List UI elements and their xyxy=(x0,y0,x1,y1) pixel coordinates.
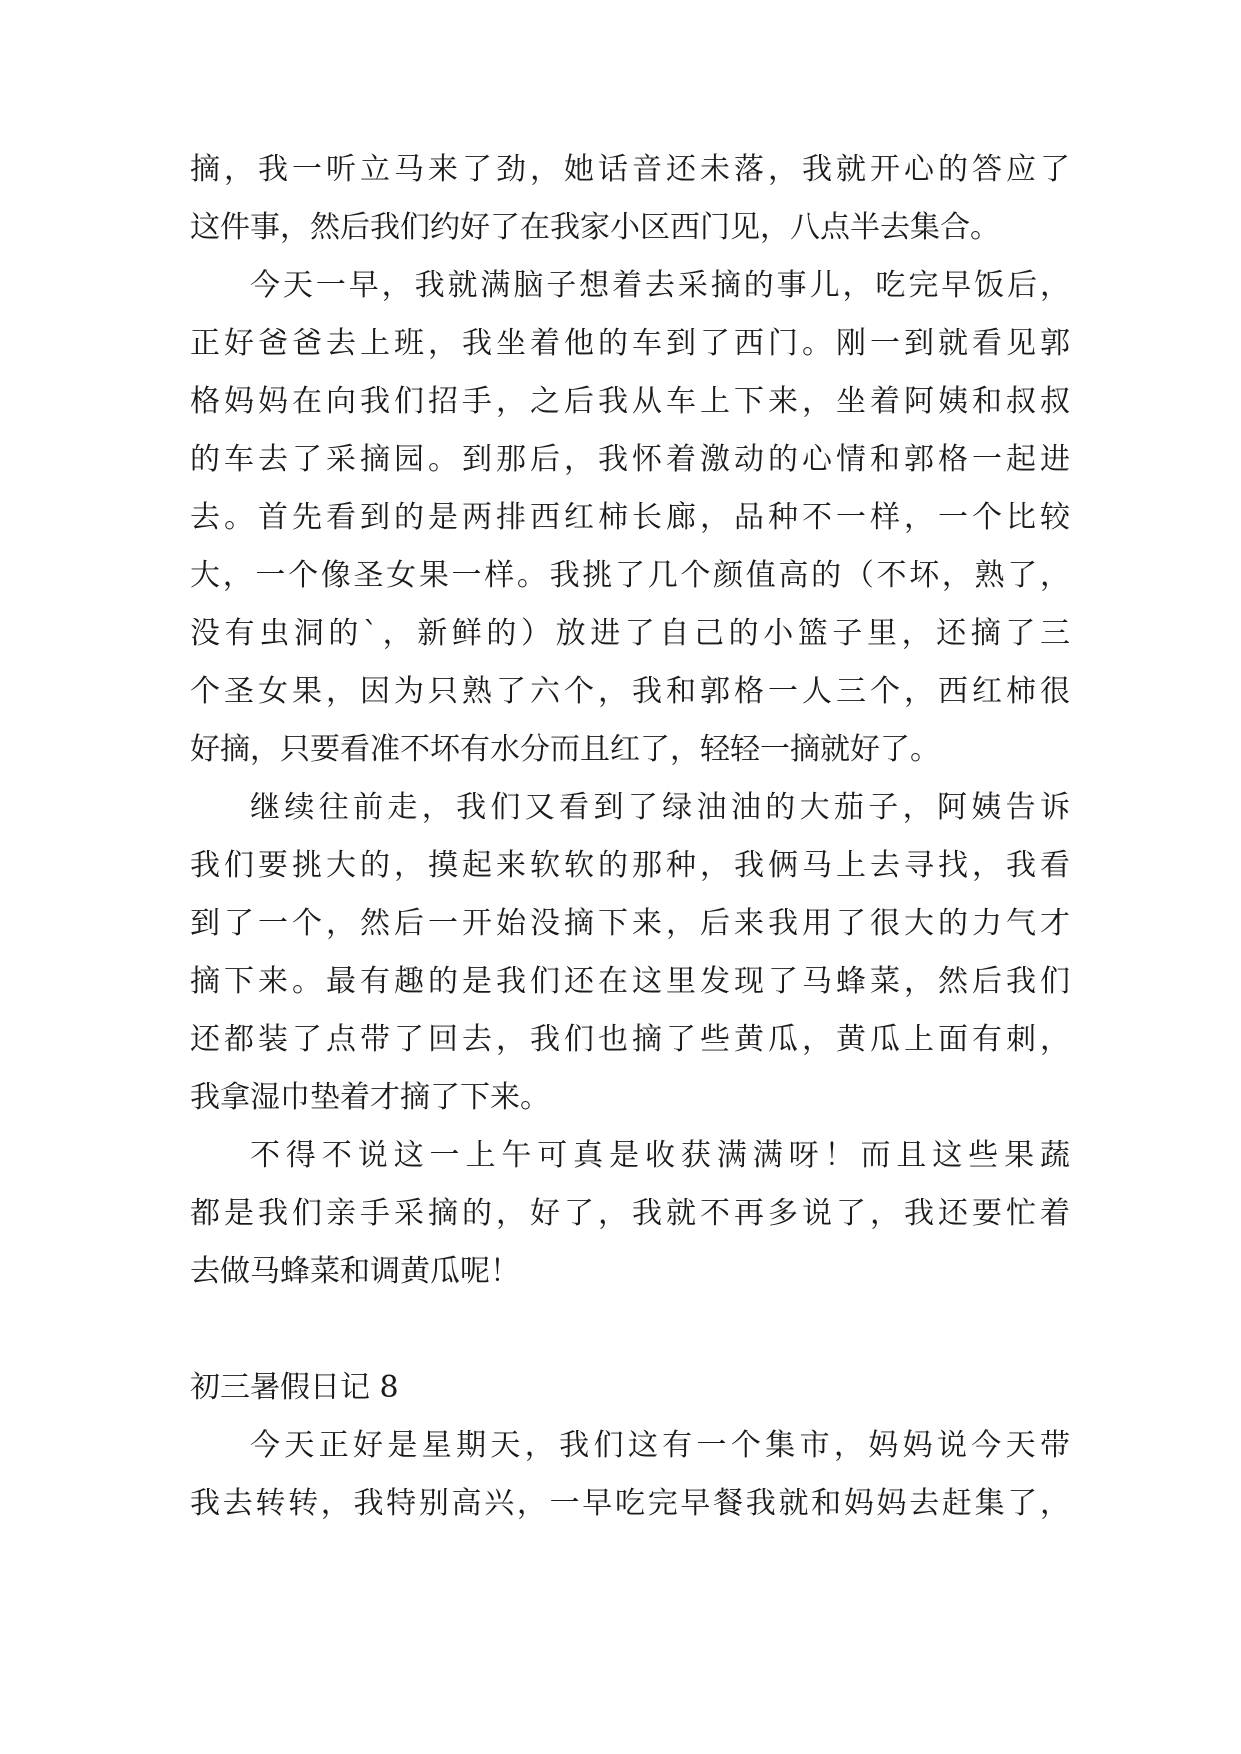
text-line: 都是我们亲手采摘的，好了，我就不再多说了，我还要忙着 xyxy=(190,1196,1070,1231)
text-line: 大，一个像圣女果一样。我挑了几个颜值高的（不坏，熟了， xyxy=(190,558,1070,593)
paragraph-first-line: 今天一早，我就满脑子想着去采摘的事儿，吃完早饭后， xyxy=(250,268,1070,303)
text-line: 个圣女果，因为只熟了六个，我和郭格一人三个，西红柿很 xyxy=(190,674,1070,709)
paragraph-first-line: 继续往前走，我们又看到了绿油油的大茄子，阿姨告诉 xyxy=(250,790,1070,825)
text-line: 没有虫洞的`，新鲜的）放进了自己的小篮子里，还摘了三 xyxy=(190,616,1070,651)
text-line: 正好爸爸去上班，我坐着他的车到了西门。刚一到就看见郭 xyxy=(190,326,1070,361)
text-line: 摘下来。最有趣的是我们还在这里发现了马蜂菜，然后我们 xyxy=(190,964,1070,999)
paragraph-first-line: 今天正好是星期天，我们这有一个集市，妈妈说今天带 xyxy=(250,1428,1070,1463)
text-line: 我拿湿巾垫着才摘了下来。 xyxy=(190,1080,550,1115)
section-heading: 初三暑假日记 8 xyxy=(190,1370,399,1405)
text-line: 的车去了采摘园。到那后，我怀着激动的心情和郭格一起进 xyxy=(190,442,1070,477)
text-line: 这件事，然后我们约好了在我家小区西门见，八点半去集合。 xyxy=(190,210,1000,245)
text-line: 到了一个，然后一开始没摘下来，后来我用了很大的力气才 xyxy=(190,906,1070,941)
text-line: 还都装了点带了回去，我们也摘了些黄瓜，黄瓜上面有刺， xyxy=(190,1022,1070,1057)
text-line: 我们要挑大的，摸起来软软的那种，我俩马上去寻找，我看 xyxy=(190,848,1070,883)
text-line: 摘，我一听立马来了劲，她话音还未落，我就开心的答应了 xyxy=(190,152,1070,187)
text-line: 格妈妈在向我们招手，之后我从车上下来，坐着阿姨和叔叔 xyxy=(190,384,1070,419)
text-line: 去做马蜂菜和调黄瓜呢！ xyxy=(190,1254,520,1289)
text-line: 好摘，只要看准不坏有水分而且红了，轻轻一摘就好了。 xyxy=(190,732,940,767)
text-line: 去。首先看到的是两排西红柿长廊，品种不一样，一个比较 xyxy=(190,500,1070,535)
text-line: 我去转转，我特别高兴，一早吃完早餐我就和妈妈去赶集了， xyxy=(190,1486,1070,1521)
paragraph-first-line: 不得不说这一上午可真是收获满满呀！而且这些果蔬 xyxy=(250,1138,1070,1173)
